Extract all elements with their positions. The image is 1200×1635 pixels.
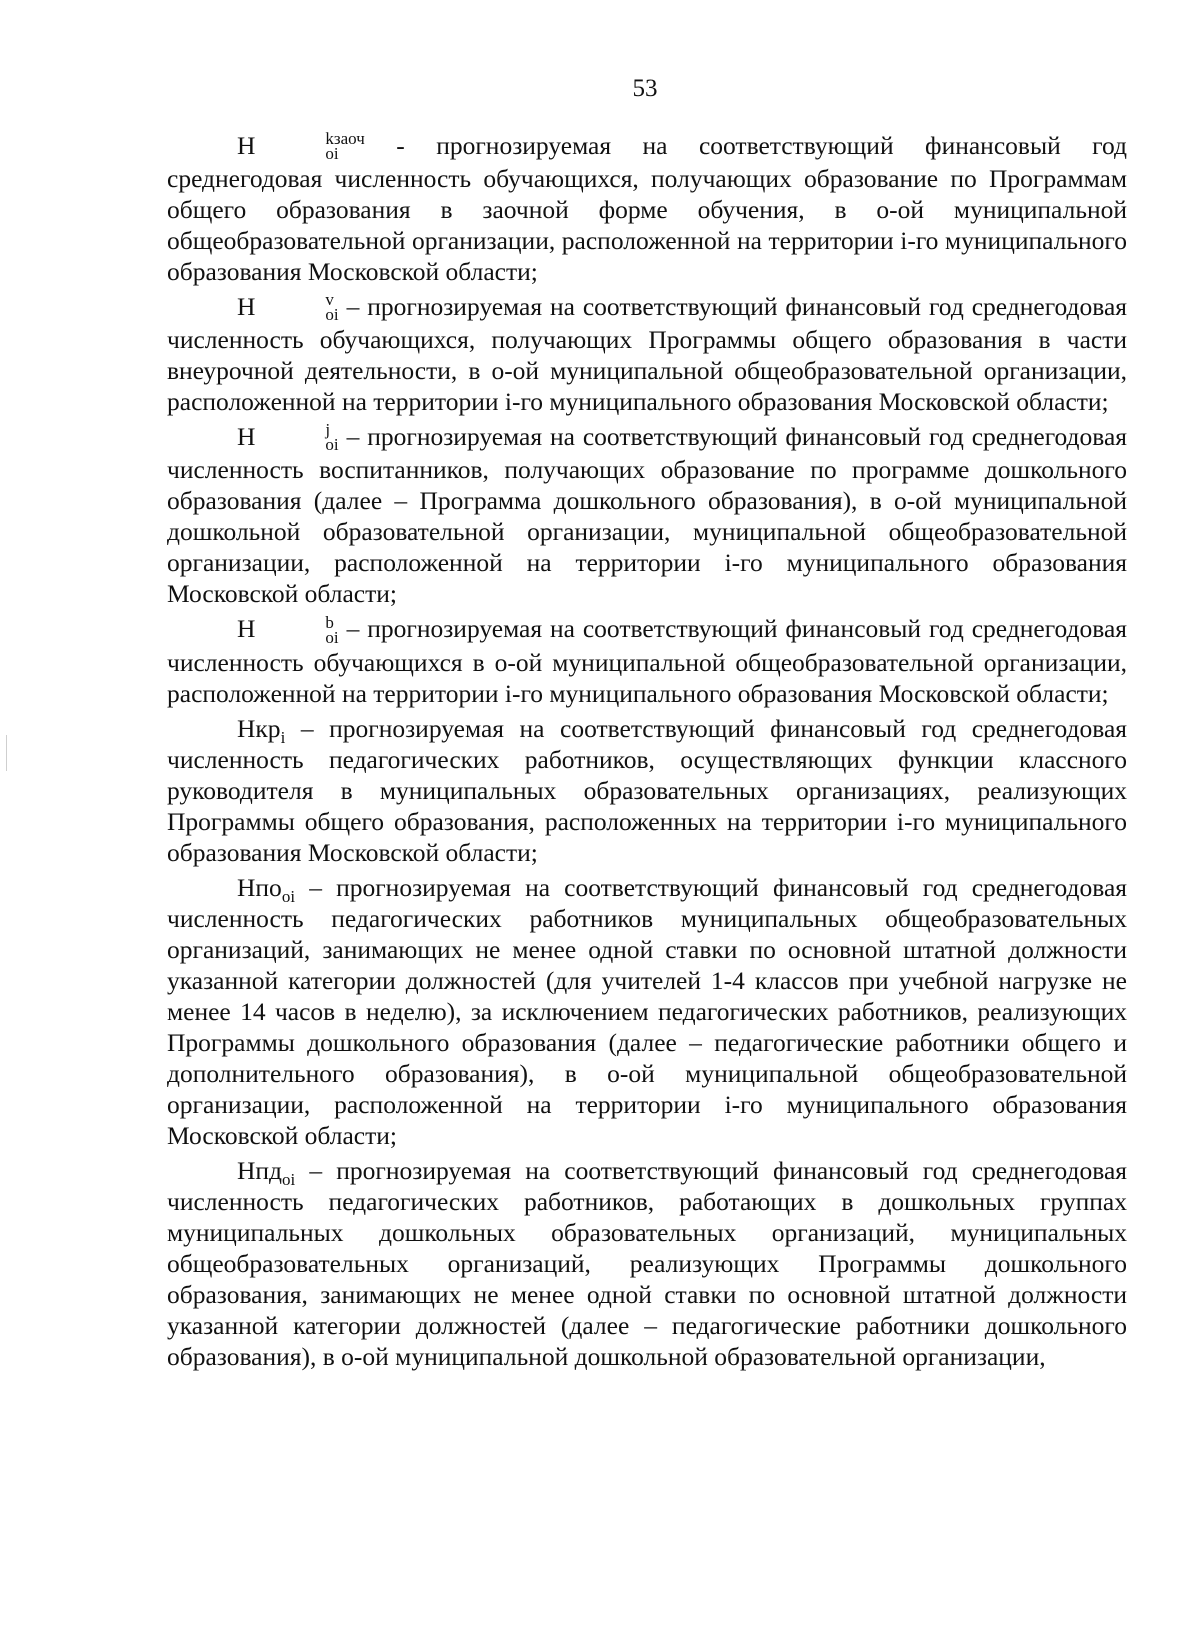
symbol-hkzaoch: [237, 129, 365, 164]
definition-hb: [167, 613, 1127, 708]
definition-text: прогнозируемая на соответствующий финансовый год среднегодовая численность воспитанников, получающих образование по программе дошкольного образования (далее – Программа дошкольного образования), в о-ой муниципальной дошкольной образовательной организации, муниципальной общеобразовательной организации, расположенной на территории i-го муниципального образования Московской области;: [167, 422, 1128, 609]
symbol-subscript: oi: [281, 886, 296, 906]
symbol-hj: [237, 420, 339, 455]
symbol-subscript: oi: [325, 627, 339, 647]
scan-artifact-line: [6, 735, 7, 771]
definition-hpd: [167, 1155, 1127, 1372]
symbol-hv: [237, 290, 339, 325]
symbol-base: Нкр: [237, 713, 281, 743]
definition-text: прогнозируемая на соответствующий финансовый год среднегодовая численность педагогических работников муниципальных общеобразовательных организаций, занимающих не менее одной ставки по основной штатной должности указанной категории должностей (для учителей 1-4 классов при учебной нагрузке не менее 14 часов в неделю), за исключением педагогических работников, реализующих Программы дошкольного образования (далее – педагогические работники общего и дополнительного образования), в о-ой муниципальной общеобразовательной организации, расположенной на территории i-го муниципального образования Московской области;: [167, 872, 1128, 1150]
definition-dash: –: [346, 422, 360, 452]
symbol-superscript: j: [325, 420, 331, 440]
definition-text: прогнозируемая на соответствующий финансовый год среднегодовая численность обучающихся, получающих образование по Программам общего образования в заочной форме обучения, в о-ой муниципальной общеобразовательной организации, расположенной на территории i-го муниципального образования Московской области;: [167, 131, 1127, 287]
symbol-superscript: v: [325, 290, 334, 310]
definition-dash: –: [309, 1155, 323, 1185]
symbol-hkr: [237, 713, 286, 747]
symbol-superscript: kзаоч: [325, 129, 365, 149]
definition-dash: –: [346, 292, 360, 322]
symbol-subscript: oi: [325, 305, 339, 325]
symbol-superscript: b: [325, 612, 334, 632]
symbol-subscript: oi: [282, 1169, 296, 1189]
symbol-hb: [237, 612, 339, 647]
document-body: [167, 130, 1127, 1376]
symbol-base: Н: [237, 422, 256, 452]
definition-text: прогнозируемая на соответствующий финансовый год среднегодовая численность обучающихся, получающих Программы общего образования в части внеурочной деятельности, в о-ой муниципальной общеобразовательной организации, расположенной на территории i-го муниципального образования Московской области;: [167, 292, 1128, 417]
definition-hpo: [167, 872, 1127, 1151]
definition-hv: [167, 291, 1127, 417]
symbol-base: Н: [237, 131, 256, 160]
symbol-subscript: oi: [325, 435, 339, 455]
symbol-base: Н: [237, 614, 256, 644]
symbol-base: Нпо: [237, 872, 282, 902]
definition-dash: –: [300, 713, 314, 743]
definition-text: прогнозируемая на соответствующий финансовый год среднегодовая численность педагогических работников, работающих в дошкольных группах муниципальных дошкольных образовательных организаций, муниципальных общеобразовательных организаций, реализующих Программы дошкольного образования, занимающих не менее одной ставки по основной штатной должности указанной категории должностей (далее – педагогические работники дошкольного образования), в о-ой муниципальной дошкольной образовательной организации,: [167, 1155, 1128, 1371]
definition-hkr: [167, 713, 1127, 868]
symbol-base: Н: [237, 292, 256, 322]
definition-text: прогнозируемая на соответствующий финансовый год среднегодовая численность педагогических работников, осуществляющих функции классного руководителя в муниципальных образовательных организациях, реализующих Программы общего образования, расположенных на территории i-го муниципального образования Московской области;: [167, 713, 1128, 867]
page-number: 53: [632, 75, 658, 102]
symbol-subscript: i: [280, 727, 286, 747]
definition-dash: –: [309, 872, 322, 902]
symbol-subscript: oi: [325, 144, 339, 164]
definition-hkzaoch: [167, 130, 1127, 287]
definition-text: прогнозируемая на соответствующий финансовый год среднегодовая численность обучающихся в о-ой муниципальной общеобразовательной организации, расположенной на территории i-го муниципального образования Московской области;: [167, 614, 1128, 708]
definition-hj: [167, 421, 1127, 609]
symbol-hpo: [237, 872, 296, 906]
definition-dash: -: [396, 131, 405, 160]
definition-dash: –: [346, 614, 360, 644]
symbol-base: Нпд: [237, 1155, 283, 1185]
symbol-hpd: [237, 1155, 296, 1189]
